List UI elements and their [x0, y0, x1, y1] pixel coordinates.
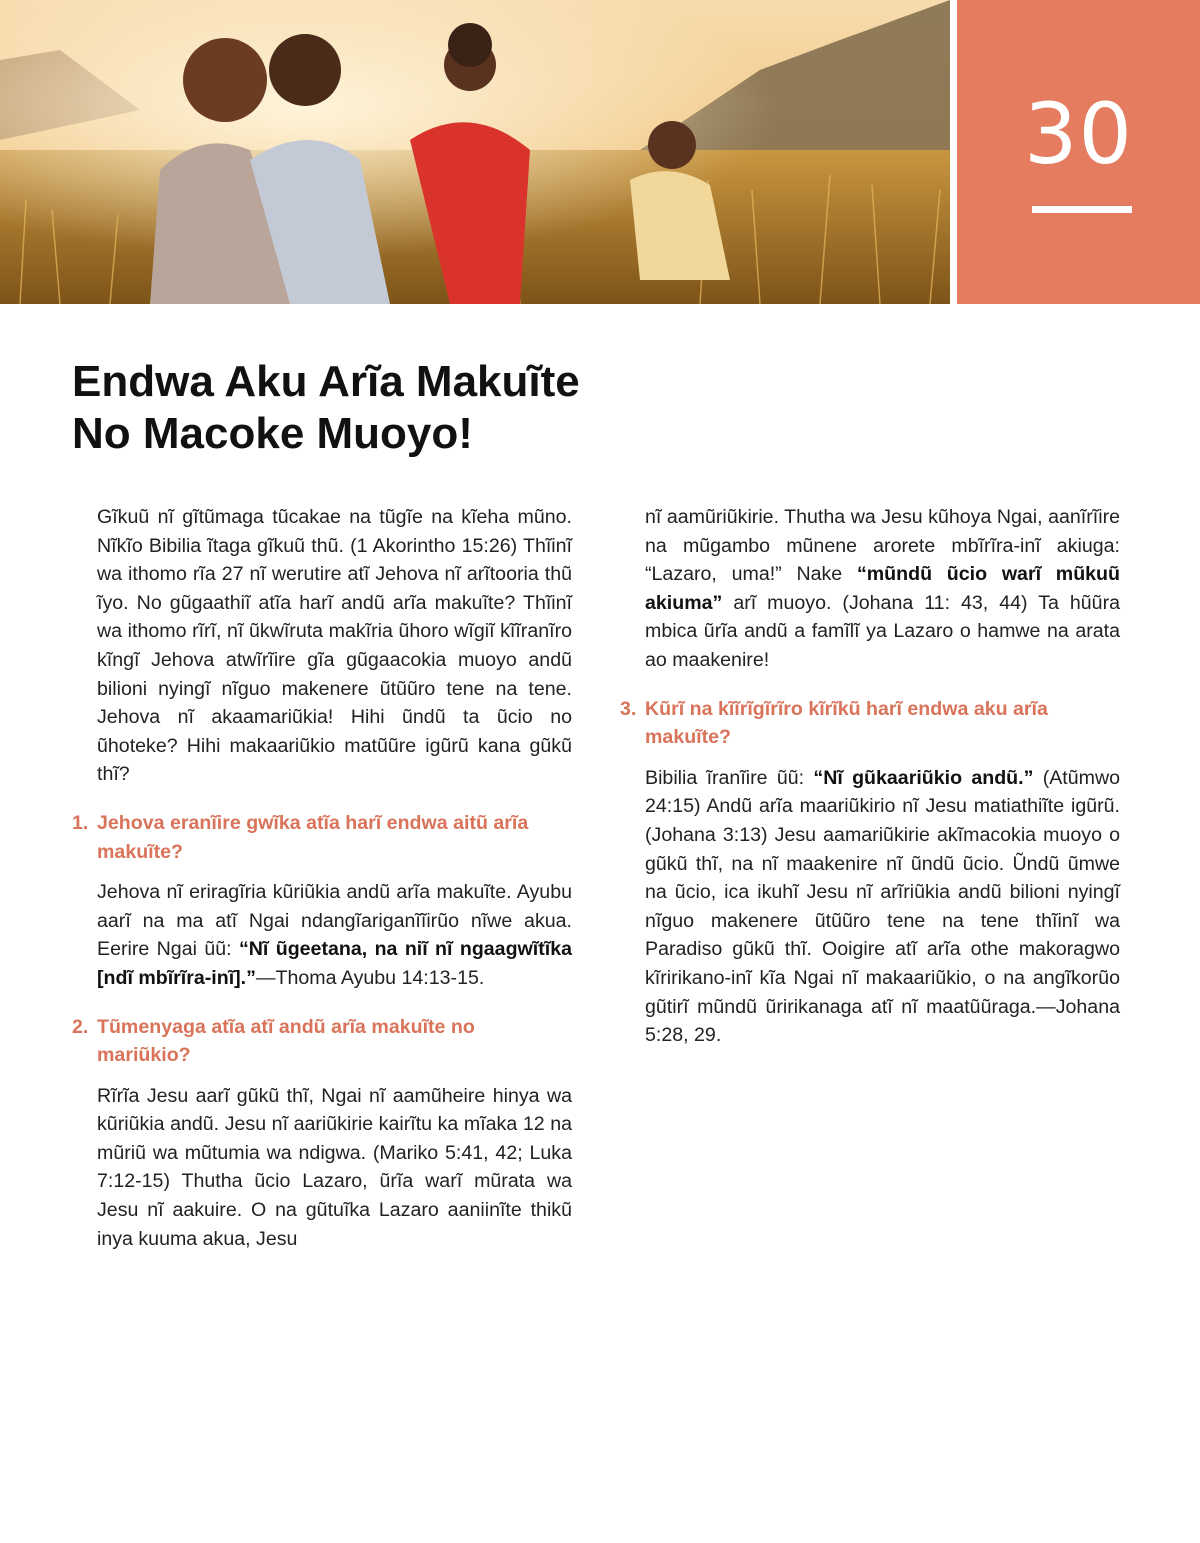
hero-photo	[0, 0, 950, 304]
right-column	[620, 503, 1120, 1064]
paragraph-text: arĩ muoyo. (Johana 11: 43, 44) Ta hũũra mbica ũrĩa andũ a famĩlĩ ya Lazaro o hamwe na arata ao maakenire!	[645, 591, 1120, 671]
paragraph-text: nĩ aamũriũkirie. Thutha wa Jesu kũhoya Ngai, aanĩrĩire na mũgambo mũnene arorete mbĩrĩra-inĩ akiuga: “Lazaro, uma!” Nake	[645, 506, 1120, 586]
paragraph-text: —Thoma Ayubu 14:13-15.	[255, 966, 485, 989]
title-line-1: Endwa Aku Arĩa Makuĩte	[72, 357, 580, 406]
section-number: 3.	[620, 697, 637, 720]
badge-underline	[1032, 206, 1132, 213]
section-2-paragraph-part-1: Rĩrĩa Jesu aarĩ gũkũ thĩ, Ngai nĩ aamũheire hinya wa kũriũkia andũ. Jesu nĩ aariũkirie kairĩtu ka mĩaka 12 na mũriũ wa mũtumia wa ndigwa. (Mariko 5:41, 42; Luka 7:12-15) Thutha ũcio Lazaro, ũrĩa warĩ mũrata wa Jesu nĩ aakuire. O na gũtuĩka Lazaro aaniinĩte thikũ inya kuuma akua, Jesu	[97, 1084, 572, 1250]
section-number: 2.	[72, 1015, 89, 1038]
section-1-paragraph	[72, 878, 572, 992]
section-2-paragraph-part-2	[620, 503, 1120, 675]
intro-paragraph: Gĩkuũ nĩ gĩtũmaga tũcakae na tũgĩe na kĩeha mũno. Nĩkĩo Bibilia ĩtaga gĩkuũ thũ. (1 Akorintho 15:26) Thĩinĩ wa ithomo rĩa 27 nĩ werutire atĩ Jehova nĩ arĩtooria thũ ĩyo. No gũgaathiĩ atĩa harĩ andũ arĩa makuĩte? Thĩinĩ wa ithomo rĩrĩ, nĩ ũkwĩruta makĩria ũhoro wĩgiĩ kĩĩranĩro kĩngĩ Jehova atwĩrĩire gĩa gũgaacokia muoyo andũ bilioni nyingĩ nĩguo makenere ũtũũro tene na tene. Jehova nĩ akaamariũkia! Hihi ũndũ ta ũcio no ũhoteke? Hihi makaariũkio matũũre igũrũ kana gũkũ thĩ?	[97, 506, 572, 786]
left-column	[72, 503, 572, 1267]
section-question: Kũrĩ na kĩĩrĩgĩrĩro kĩrĩkũ harĩ endwa aku arĩa makuĩte?	[645, 697, 1048, 749]
lesson-number: 30	[1024, 85, 1133, 183]
section-question: Jehova eranĩire gwĩka atĩa harĩ endwa aitũ arĩa makuĩte?	[97, 811, 529, 863]
paragraph-text: Bibilia ĩranĩire ũũ:	[645, 766, 814, 789]
title-line-2: No Macoke Muoyo!	[72, 409, 473, 458]
lesson-number-badge	[957, 0, 1200, 304]
bold-quote: “Nĩ ũgeetana, na niĩ nĩ ngaagwĩtĩka [ndĩ mbĩrĩra-inĩ].”	[97, 938, 572, 989]
family-meadow-illustration	[0, 0, 950, 304]
section-1-heading	[72, 809, 572, 866]
paragraph-text: Jehova nĩ eriragĩria kũriũkia andũ arĩa makuĩte. Ayubu aarĩ na ma atĩ Ngai ndangĩariganĩĩirũo nĩwe akua. Eerire Ngai ũũ:	[97, 881, 572, 961]
section-3-paragraph	[620, 764, 1120, 1050]
section-3-heading	[620, 695, 1120, 752]
bold-quote: “Nĩ gũkaariũkio andũ.”	[813, 766, 1034, 789]
lesson-title	[72, 356, 712, 460]
bold-quote: “mũndũ ũcio warĩ mũkuũ akiuma”	[645, 563, 1120, 614]
section-question: Tũmenyaga atĩa atĩ andũ arĩa makuĩte no mariũkio?	[97, 1015, 475, 1067]
section-2-heading	[72, 1013, 572, 1070]
paragraph-text: (Atũmwo 24:15) Andũ arĩa maariũkirio nĩ Jesu matiathiĩte igũrũ. (Johana 3:13) Jesu aamariũkirie akĩmacokia muoyo o gũkũ thĩ, na nĩ maakenire nĩ ũndũ ũcio. Ũndũ ũmwe na ũcio, ica ikuhĩ Jesu nĩ arĩriũkia andũ bilioni nyingĩ nĩguo makenere ũtũũro tene na tene thĩinĩ wa Paradiso gũkũ thĩ. Ooigire atĩ arĩa othe makoragwo kĩririkano-inĩ kĩa Ngai nĩ makaariũkio, o na angĩkorũo gũtirĩ mũndũ ũririkanaga atĩ nĩ maatũũraga.—Johana 5:28, 29.	[645, 766, 1121, 1047]
section-number: 1.	[72, 811, 89, 834]
